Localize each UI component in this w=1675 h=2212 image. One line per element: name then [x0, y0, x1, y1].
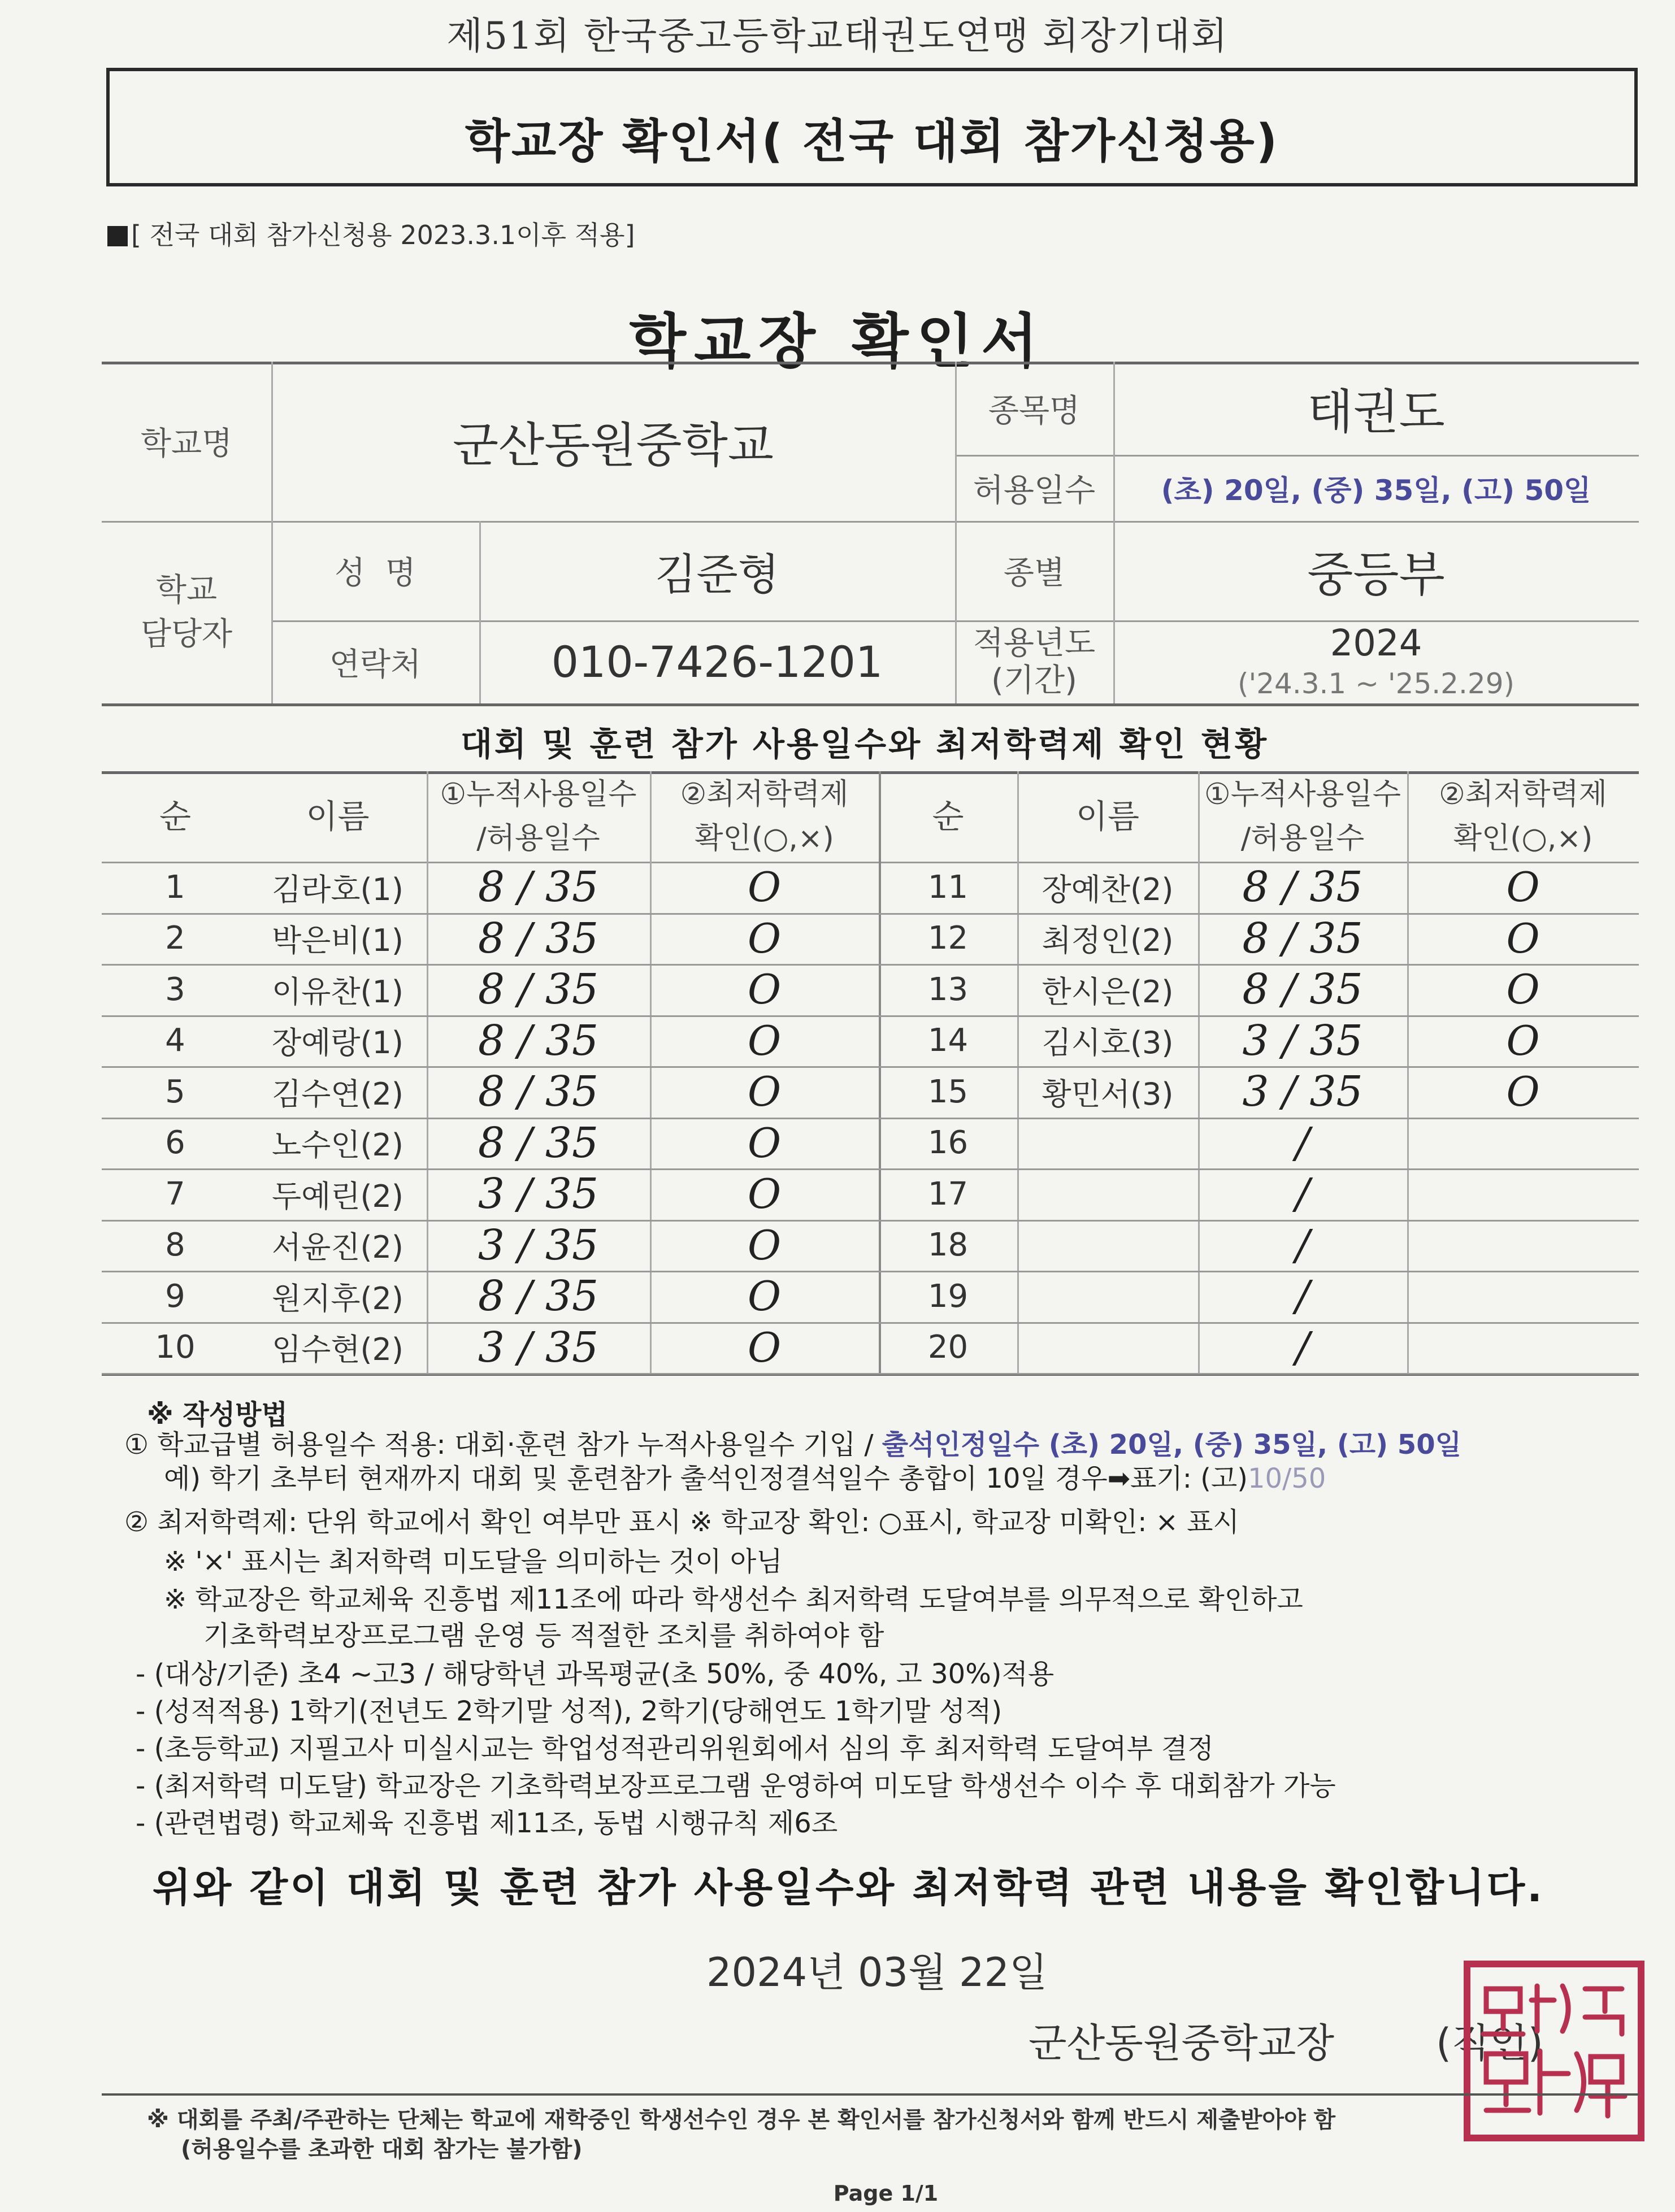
student-name: 김수연(2) [272, 1076, 403, 1112]
student-name [1017, 1322, 1198, 1374]
usage-days: 8 / 35 [478, 1118, 599, 1167]
minimum-grade-confirmation: O [747, 1272, 782, 1320]
apply-period-value: ('24.3.1 ~ '25.2.29) [1237, 667, 1515, 700]
instruction-3: ※ '×' 표시는 최저학력 미도달을 의미하는 것이 아님 [164, 1546, 783, 1577]
minimum-grade-confirmation: O [747, 1221, 782, 1269]
sport-label: 종목명 [988, 392, 1080, 429]
minimum-grade-confirmation: O [1506, 863, 1540, 911]
allowed-days-label: 허용일수 [973, 472, 1096, 509]
usage-days: / [1295, 1118, 1310, 1167]
detail-2: - (성적적용) 1학기(전년도 2학기말 성적), 2학기(당해연도 1학기말 성적) [136, 1696, 1003, 1727]
info-rule [102, 703, 1639, 706]
school-name: 군산동원중학교 [452, 417, 774, 473]
instruction-1 [124, 1423, 1461, 1462]
usage-days: / [1295, 1323, 1310, 1372]
usage-days: 3 / 35 [1242, 1016, 1363, 1065]
usage-days: 3 / 35 [478, 1170, 599, 1219]
detail-1: - (대상/기준) 초4 ~고3 / 해당학년 과목평균(초 50%, 중 40%, 고 30%)적용 [136, 1658, 1055, 1690]
minimum-grade-confirmation [1407, 1220, 1639, 1271]
minimum-grade-confirmation [1407, 1322, 1639, 1374]
row-number: 7 [165, 1175, 185, 1213]
header-usage: ①누적사용일수 /허용일수 [1204, 777, 1401, 855]
usage-days: 8 / 35 [478, 1272, 599, 1321]
form-box-title: 학교장 확인서( 전국 대회 참가신청용) [465, 115, 1279, 168]
instruction-1-highlight: 출석인정일수 (초) 20일, (중) 35일, (고) 50일 [882, 1429, 1461, 1461]
student-name: 원지후(2) [272, 1280, 403, 1316]
usage-days: 3 / 35 [1242, 1067, 1363, 1116]
row-number: 12 [927, 920, 969, 957]
minimum-grade-confirmation: O [1506, 966, 1540, 1014]
minimum-grade-confirmation: O [747, 966, 782, 1014]
form-applicability-note [107, 215, 635, 252]
contact-label: 연락처 [329, 646, 422, 683]
header-name: 이름 [1075, 797, 1140, 836]
header-num: 순 [932, 797, 964, 836]
detail-4: - (최저학력 미도달) 학교장은 기초학력보장프로그램 운영하여 미도달 학생선수 이수 후 대회참가 가능 [136, 1770, 1336, 1802]
minimum-grade-confirmation: O [747, 1016, 782, 1064]
minimum-grade-confirmation: O [747, 1119, 782, 1167]
minimum-grade-confirmation: O [747, 914, 782, 962]
minimum-grade-confirmation [1407, 1271, 1639, 1322]
row-number: 10 [155, 1329, 196, 1366]
header-confirm: ②최저학력제 확인(○,×) [1439, 777, 1607, 855]
usage-days: 8 / 35 [478, 1067, 599, 1116]
manager-label: 학교 담당자 [140, 571, 233, 653]
student-name: 서윤진(2) [272, 1229, 403, 1266]
issue-date: 2024년 03월 22일 [706, 1949, 1048, 1996]
footer-note-sub: (허용일수를 초과한 대회 참가는 불가함) [181, 2136, 583, 2162]
usage-days: 3 / 35 [478, 1220, 599, 1270]
minimum-grade-confirmation: O [747, 1323, 782, 1371]
header-usage: ①누적사용일수 /허용일수 [440, 777, 637, 855]
student-name: 황민서(3) [1042, 1076, 1174, 1112]
student-name: 장예랑(1) [272, 1025, 403, 1061]
row-number: 19 [927, 1277, 969, 1315]
minimum-grade-confirmation: O [1506, 1016, 1540, 1064]
usage-days: 8 / 35 [478, 863, 599, 912]
minimum-grade-confirmation: O [1506, 1068, 1540, 1116]
instruction-1-example-value: 10/50 [1248, 1463, 1326, 1494]
row-rule [102, 1373, 879, 1375]
student-name [1017, 1118, 1198, 1169]
footer-divider [102, 2093, 1639, 2096]
event-title: 제51회 한국중고등학교태권도연맹 회장기대회 [446, 14, 1229, 58]
header-num: 순 [159, 797, 192, 836]
instruction-1-example-text: 예) 학기 초부터 현재까지 대회 및 훈련참가 출석인정결석일수 총합이 10일 경우➡표기: (고) [164, 1463, 1248, 1494]
contact-value: 010-7426-1201 [551, 637, 883, 687]
student-name: 김시호(3) [1042, 1025, 1174, 1061]
detail-3: - (초등학교) 지필고사 미실시교는 학업성적관리위원회에서 심의 후 최저학력 도달여부 결정 [136, 1733, 1214, 1765]
apply-year-value: 2024 [1330, 623, 1422, 664]
student-name: 한시은(2) [1042, 974, 1174, 1010]
instruction-2: ② 최저학력제: 단위 학교에서 확인 여부만 표시 ※ 학교장 확인: ○표시, 학교장 미확인: × 표시 [124, 1506, 1239, 1538]
student-name [1017, 1271, 1198, 1322]
minimum-grade-confirmation: O [747, 1170, 782, 1218]
allowed-days-value: (초) 20일, (중) 35일, (고) 50일 [1161, 473, 1591, 507]
minimum-grade-confirmation: O [1506, 914, 1540, 962]
student-name: 박은비(1) [272, 923, 403, 959]
row-number: 3 [165, 971, 185, 1008]
usage-days: 8 / 35 [1242, 965, 1363, 1014]
instruction-1-example [164, 1457, 1326, 1496]
minimum-grade-confirmation [1407, 1118, 1639, 1169]
row-number: 14 [927, 1022, 969, 1059]
minimum-grade-confirmation: O [747, 1068, 782, 1116]
row-number: 1 [165, 868, 185, 906]
detail-5: - (관련법령) 학교체육 진흥법 제11조, 동법 시행규칙 제6조 [136, 1807, 838, 1839]
student-name: 노수인(2) [272, 1127, 403, 1163]
row-number: 20 [927, 1329, 969, 1366]
row-number: 4 [165, 1022, 185, 1059]
confirmation-statement: 위와 같이 대회 및 훈련 참가 사용일수와 최저학력 관련 내용을 확인합니다. [153, 1865, 1544, 1911]
usage-days: 8 / 35 [1242, 863, 1363, 912]
seal-mark: (직인) [1435, 2020, 1543, 2066]
row-number: 16 [927, 1124, 969, 1162]
school-label: 학교명 [140, 425, 233, 462]
instruction-4: ※ 학교장은 학교체육 진흥법 제11조에 따라 학생선수 최저학력 도달여부를 의무적으로 확인하고 [164, 1584, 1303, 1615]
manager-name: 김준형 [654, 549, 780, 599]
apply-year-label: 적용년도 (기간) [973, 624, 1096, 699]
instruction-1-text: ① 학교급별 허용일수 적용: 대회·훈련 참가 누적사용일수 기입 / [124, 1429, 882, 1461]
header-name: 이름 [306, 797, 370, 836]
minimum-grade-confirmation [1407, 1168, 1639, 1220]
student-name [1017, 1220, 1198, 1271]
usage-days: 8 / 35 [478, 914, 599, 963]
usage-days: 8 / 35 [478, 965, 599, 1014]
row-number: 11 [927, 868, 969, 906]
student-name [1017, 1168, 1198, 1220]
student-name: 이유찬(1) [272, 974, 403, 1010]
division-value: 중등부 [1307, 546, 1445, 602]
instruction-5: 기초학력보장프로그램 운영 등 적절한 조치를 취하여야 함 [203, 1620, 884, 1652]
row-rule [879, 1373, 1639, 1375]
row-number: 9 [165, 1277, 185, 1315]
row-number: 18 [927, 1227, 969, 1264]
row-number: 5 [165, 1073, 185, 1110]
usage-days: / [1295, 1220, 1310, 1270]
header-confirm: ②최저학력제 확인(○,×) [680, 777, 849, 855]
student-name: 최정인(2) [1042, 923, 1174, 959]
section-title: 대회 및 훈련 참가 사용일수와 최저학력제 확인 현황 [461, 725, 1269, 763]
minimum-grade-confirmation: O [747, 863, 782, 911]
form-note-text: [ 전국 대회 참가신청용 2023.3.1이후 적용] [131, 220, 635, 250]
footer-note: ※ 대회를 주최/주관하는 단체는 학교에 재학중인 학생선수인 경우 본 확인서를 참가신청서와 함께 반드시 제출받아야 함 [147, 2107, 1336, 2133]
row-number: 13 [927, 971, 969, 1008]
row-number: 6 [165, 1124, 185, 1162]
student-name: 두예린(2) [272, 1178, 403, 1214]
row-number: 2 [165, 920, 185, 957]
principal-text: 군산동원중학교장 [1029, 2020, 1334, 2066]
usage-days: 3 / 35 [478, 1323, 599, 1372]
instructions-heading: ※ 작성방법 [147, 1399, 288, 1431]
document-title: 학교장 확인서 [629, 307, 1046, 376]
page-number: Page 1/1 [833, 2181, 939, 2206]
sport-value: 태권도 [1307, 384, 1445, 440]
square-bullet-icon [107, 226, 128, 246]
student-name: 김라호(1) [272, 871, 403, 907]
usage-days: 8 / 35 [1242, 914, 1363, 963]
student-name: 임수현(2) [272, 1332, 403, 1368]
student-name: 장예찬(2) [1042, 871, 1174, 907]
row-number: 15 [927, 1073, 969, 1110]
usage-days: / [1295, 1170, 1310, 1219]
row-number: 17 [927, 1175, 969, 1213]
division-label: 종별 [1003, 555, 1065, 592]
seal-stamp-icon [1464, 1961, 1644, 2141]
usage-days: / [1295, 1272, 1310, 1321]
manager-name-label: 성 명 [335, 555, 416, 592]
usage-days: 8 / 35 [478, 1016, 599, 1065]
row-number: 8 [165, 1227, 185, 1264]
